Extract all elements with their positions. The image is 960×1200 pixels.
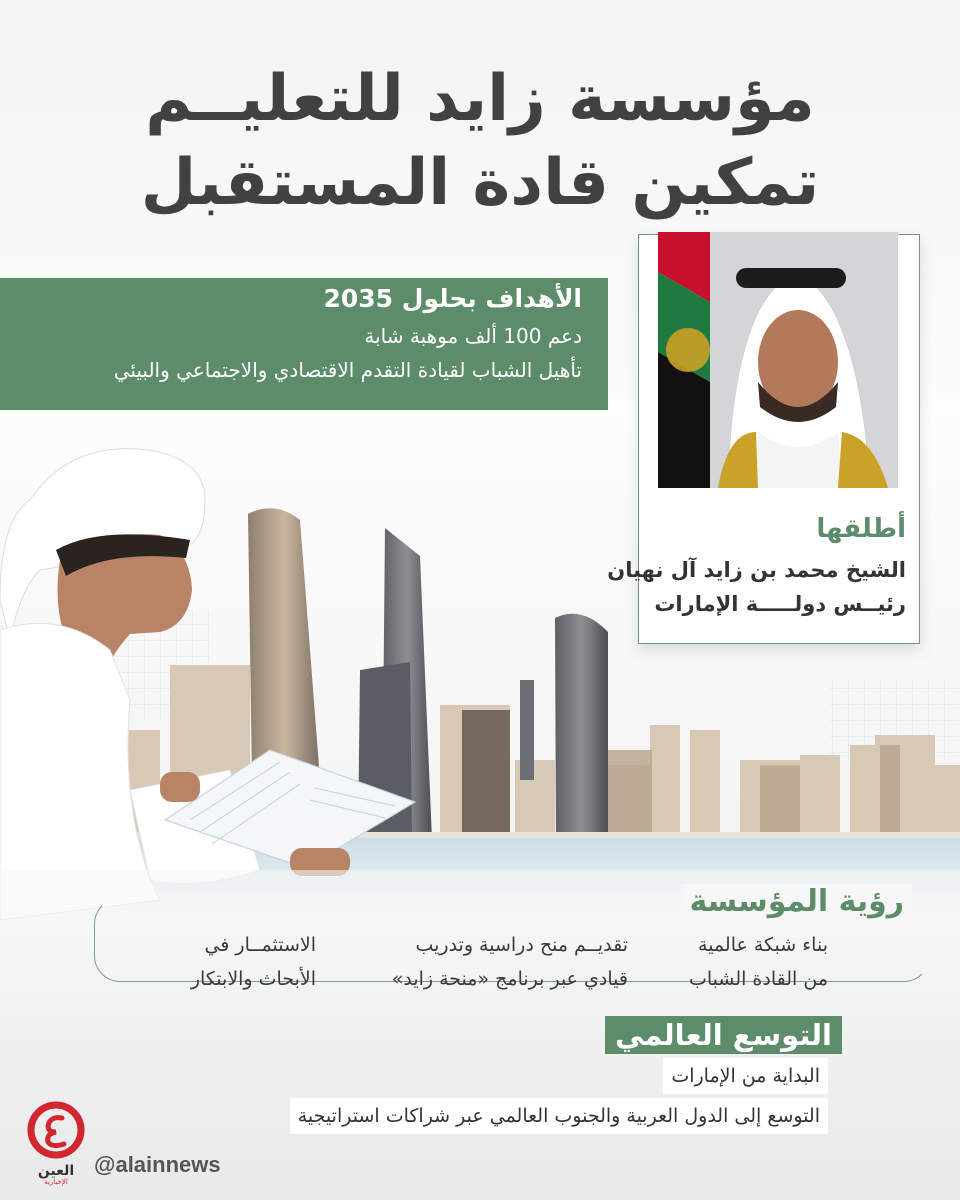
vision-item-3-line2: الأبحاث والابتكار — [190, 968, 316, 990]
vision-item-1 — [689, 928, 828, 996]
card-label: أطلقها — [816, 514, 906, 544]
expansion-title: التوسع العالمي — [605, 1016, 842, 1054]
main-title-line1: مؤسسة زايد للتعليــم — [145, 62, 815, 136]
goal-item-2: تأهيل الشباب لقيادة التقدم الاقتصادي والاجتماعي والبيئي — [113, 358, 582, 382]
vision-title: رؤية المؤسسة — [681, 884, 912, 919]
vision-item-2-line2: قيادي عبر برنامج «منحة زايد» — [391, 968, 628, 990]
vision-item-3-line1: الاستثمــار في — [204, 934, 316, 956]
goals-band — [0, 278, 608, 410]
logo-text: العين — [37, 1163, 75, 1179]
vision-item-2 — [392, 928, 628, 996]
founder-portrait — [658, 232, 898, 488]
vision-item-2-line1: تقديــم منح دراسية وتدريب — [415, 934, 628, 956]
social-handle: @alainnews — [94, 1152, 221, 1177]
vision-item-1-line2: من القادة الشباب — [688, 968, 828, 990]
founder-name: الشيخ محمد بن زايد آل نهيان — [607, 558, 906, 582]
expansion-line-2: التوسع إلى الدول العربية والجنوب العالمي عبر شراكات استراتيجية — [290, 1098, 828, 1134]
alain-logo-mark-icon — [24, 1100, 88, 1160]
founder-role: رئيــس دولـــــة الإمارات — [654, 592, 906, 616]
vision-item-3 — [191, 928, 316, 996]
main-title-line2: تمكين قادة المستقبل — [140, 146, 820, 220]
logo-subtext: الإخبارية — [44, 1178, 68, 1186]
goal-item-1: دعم 100 ألف موهبة شابة — [364, 324, 582, 348]
goals-title: الأهداف بحلول 2035 — [323, 284, 582, 313]
expansion-line-1: البداية من الإمارات — [663, 1058, 828, 1094]
vision-item-1-line1: بناء شبكة عالمية — [698, 934, 828, 956]
alain-logo — [24, 1100, 88, 1184]
